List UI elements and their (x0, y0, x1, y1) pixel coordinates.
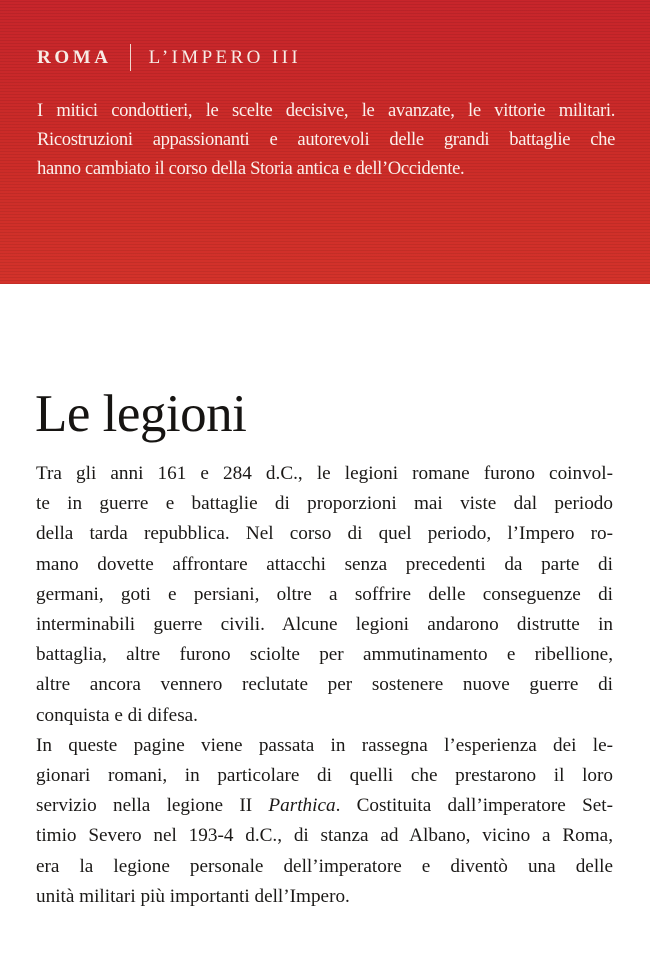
text-segment: servizio nella legione II (36, 795, 269, 817)
paragraph-1 (36, 459, 613, 731)
text-line: te in guerre e battaglie di proporzioni mai viste dal periodo (36, 493, 613, 515)
text-line: battaglia, altre furono sciolte per ammutinamento e ribellione, (36, 644, 613, 666)
text-line: timio Severo nel 193-4 d.C., di stanza ad Albano, vicino a Roma, (36, 825, 613, 847)
series-heading (37, 44, 301, 71)
text-segment: . Costituita dall’imperatore Set- (335, 795, 613, 817)
text-line: unità militari più importanti dell’Impero. (36, 885, 350, 907)
text-line: interminabili guerre civili. Alcune legioni andarono distrutte in (36, 614, 613, 636)
text-line (36, 791, 613, 821)
series-divider (130, 44, 131, 71)
paragraph-2 (36, 731, 613, 912)
text-line: era la legione personale dell’imperatore e diventò una delle (36, 855, 613, 877)
series-name: ROMA (37, 46, 112, 68)
text-line: germani, goti e persiani, oltre a soffrire delle conseguenze di (36, 583, 613, 605)
text-line: conquista e di difesa. (36, 704, 198, 726)
page-title: Le legioni (35, 385, 247, 443)
text-line: Tra gli anni 161 e 284 d.C., le legioni romane furono coinvol- (36, 463, 613, 484)
text-line: altre ancora vennero reclutate per sostenere nuove guerre di (36, 674, 613, 696)
series-subtitle: L’IMPERO III (148, 46, 302, 68)
header-banner (0, 0, 650, 284)
text-line: mano dovette affrontare attacchi senza precedenti da parte di (36, 553, 613, 575)
text-line: della tarda repubblica. Nel corso di quel periodo, l’Impero ro- (36, 523, 613, 545)
blurb-line: I mitici condottieri, le scelte decisive, le avanzate, le vittorie militari. (37, 100, 615, 121)
blurb-line: Ricostruzioni appassionanti e autorevoli delle grandi battaglie che (37, 129, 615, 150)
article-body (36, 459, 613, 912)
blurb-line: hanno cambiato il corso della Storia antica e dell’Occidente. (37, 158, 465, 179)
legion-name: Parthica (268, 795, 336, 817)
text-line: gionari romani, in particolare di quelli che prestarono il loro (36, 765, 613, 787)
series-blurb (37, 96, 615, 183)
text-line: In queste pagine viene passata in rassegna l’esperienza dei le- (36, 734, 613, 756)
